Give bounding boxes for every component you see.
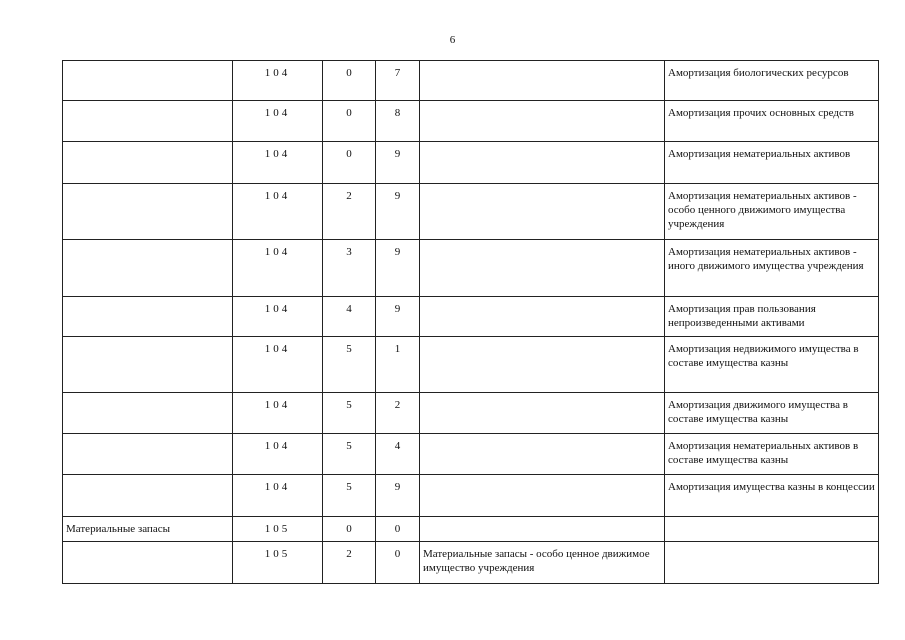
account-code-cell: 104 <box>233 337 323 393</box>
table-row <box>63 297 879 337</box>
digit-cell: 9 <box>376 475 420 517</box>
digit-cell: 0 <box>376 542 420 584</box>
table-row <box>63 240 879 297</box>
table-row <box>63 542 879 584</box>
table-row <box>63 101 879 142</box>
group-cell <box>63 393 233 434</box>
digit-cell: 5 <box>323 393 376 434</box>
table-row <box>63 184 879 240</box>
description-cell: Амортизация прочих основных средств <box>665 101 879 142</box>
name-cell: Материальные запасы - особо ценное движимое имущество учреждения <box>420 542 665 584</box>
group-cell: Материальные запасы <box>63 517 233 542</box>
digit-cell: 2 <box>323 542 376 584</box>
group-cell <box>63 475 233 517</box>
account-code-cell: 104 <box>233 297 323 337</box>
account-code-cell: 104 <box>233 434 323 475</box>
group-cell <box>63 240 233 297</box>
group-cell <box>63 297 233 337</box>
digit-cell: 9 <box>376 240 420 297</box>
name-cell <box>420 337 665 393</box>
name-cell <box>420 184 665 240</box>
account-code-cell: 104 <box>233 475 323 517</box>
account-code-cell: 104 <box>233 393 323 434</box>
description-cell: Амортизация биологических ресурсов <box>665 61 879 101</box>
digit-cell: 0 <box>323 61 376 101</box>
table-row <box>63 61 879 101</box>
digit-cell: 4 <box>376 434 420 475</box>
digit-cell: 0 <box>323 101 376 142</box>
group-cell <box>63 101 233 142</box>
digit-cell: 0 <box>323 142 376 184</box>
page-number: 6 <box>449 34 456 46</box>
table-row <box>63 517 879 542</box>
digit-cell: 0 <box>376 517 420 542</box>
account-code-cell: 105 <box>233 542 323 584</box>
table-row <box>63 142 879 184</box>
digit-cell: 5 <box>323 434 376 475</box>
group-cell <box>63 542 233 584</box>
group-cell <box>63 142 233 184</box>
name-cell <box>420 475 665 517</box>
digit-cell: 0 <box>323 517 376 542</box>
group-cell <box>63 61 233 101</box>
description-cell <box>665 542 879 584</box>
description-cell: Амортизация нематериальных активов - особо ценного движимого имущества учреждения <box>665 184 879 240</box>
digit-cell: 8 <box>376 101 420 142</box>
digit-cell: 1 <box>376 337 420 393</box>
name-cell <box>420 142 665 184</box>
name-cell <box>420 517 665 542</box>
account-code-cell: 104 <box>233 142 323 184</box>
digit-cell: 5 <box>323 337 376 393</box>
account-code-cell: 104 <box>233 61 323 101</box>
digit-cell: 3 <box>323 240 376 297</box>
description-cell: Амортизация недвижимого имущества в составе имущества казны <box>665 337 879 393</box>
account-code-cell: 105 <box>233 517 323 542</box>
digit-cell: 5 <box>323 475 376 517</box>
name-cell <box>420 61 665 101</box>
account-code-cell: 104 <box>233 101 323 142</box>
table-row <box>63 337 879 393</box>
table-row <box>63 393 879 434</box>
group-cell <box>63 434 233 475</box>
name-cell <box>420 297 665 337</box>
name-cell <box>420 434 665 475</box>
name-cell <box>420 393 665 434</box>
group-cell <box>63 337 233 393</box>
digit-cell: 2 <box>323 184 376 240</box>
digit-cell: 9 <box>376 142 420 184</box>
description-cell: Амортизация имущества казны в концессии <box>665 475 879 517</box>
group-cell <box>63 184 233 240</box>
description-cell <box>665 517 879 542</box>
account-code-cell: 104 <box>233 240 323 297</box>
digit-cell: 9 <box>376 184 420 240</box>
digit-cell: 9 <box>376 297 420 337</box>
name-cell <box>420 240 665 297</box>
name-cell <box>420 101 665 142</box>
description-cell: Амортизация нематериальных активов <box>665 142 879 184</box>
digit-cell: 7 <box>376 61 420 101</box>
digit-cell: 4 <box>323 297 376 337</box>
account-codes-table <box>62 60 879 584</box>
description-cell: Амортизация нематериальных активов в составе имущества казны <box>665 434 879 475</box>
digit-cell: 2 <box>376 393 420 434</box>
table-row <box>63 434 879 475</box>
description-cell: Амортизация движимого имущества в составе имущества казны <box>665 393 879 434</box>
description-cell: Амортизация нематериальных активов - иного движимого имущества учреждения <box>665 240 879 297</box>
table-row <box>63 475 879 517</box>
account-code-cell: 104 <box>233 184 323 240</box>
description-cell: Амортизация прав пользования непроизведенными активами <box>665 297 879 337</box>
